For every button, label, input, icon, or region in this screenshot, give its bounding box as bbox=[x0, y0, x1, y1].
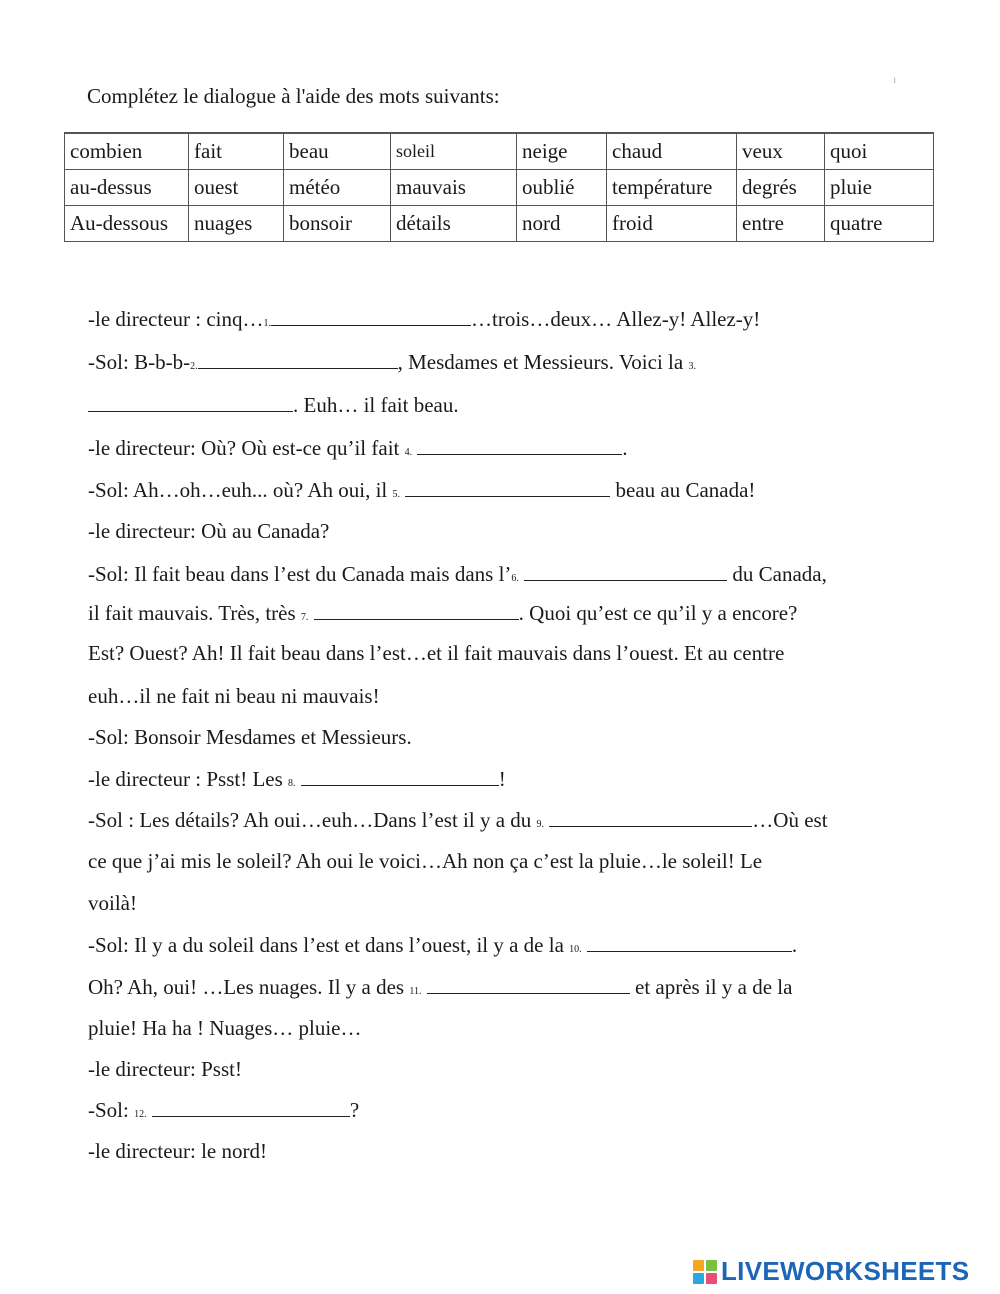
word-cell: nord bbox=[517, 206, 607, 242]
dialogue-text: -le directeur: Où? Où est-ce qu’il fait bbox=[88, 436, 405, 460]
dialogue-line bbox=[88, 600, 797, 626]
word-cell: bonsoir bbox=[284, 206, 391, 242]
dialogue-line bbox=[88, 1057, 242, 1082]
dialogue-line bbox=[88, 641, 784, 666]
dialogue-line bbox=[88, 932, 797, 958]
scan-mark: ı bbox=[893, 72, 897, 86]
blank-number: 7. bbox=[300, 612, 309, 623]
word-cell: combien bbox=[65, 133, 189, 170]
dialogue-text: et après il y a de la bbox=[629, 975, 793, 999]
answer-blank-7[interactable] bbox=[314, 600, 519, 620]
logo-square-icon bbox=[706, 1260, 717, 1271]
logo-square-icon bbox=[693, 1273, 704, 1284]
dialogue-text: . bbox=[622, 436, 628, 460]
dialogue-line bbox=[88, 891, 137, 916]
word-cell: degrés bbox=[737, 170, 825, 206]
word-cell: entre bbox=[737, 206, 825, 242]
dialogue-text: pluie! Ha ha ! Nuages… pluie… bbox=[88, 1016, 362, 1040]
instruction-heading: Complétez le dialogue à l'aide des mots suivants: bbox=[87, 84, 500, 108]
word-cell: nuages bbox=[189, 206, 284, 242]
blank-number: 3. bbox=[688, 361, 696, 372]
logo-square-icon bbox=[706, 1273, 717, 1284]
blank-number: 4. bbox=[404, 447, 413, 458]
dialogue-line bbox=[88, 1016, 362, 1041]
word-bank-table bbox=[64, 132, 934, 242]
dialogue-text: beau au Canada! bbox=[610, 478, 756, 502]
dialogue-text: -le directeur: Psst! bbox=[88, 1057, 242, 1081]
blank-number: 9. bbox=[536, 819, 545, 830]
dialogue-text: ? bbox=[349, 1098, 360, 1122]
word-cell: mauvais bbox=[391, 170, 517, 206]
dialogue-text: …Où est bbox=[752, 808, 828, 832]
dialogue-line bbox=[88, 1097, 359, 1123]
dialogue-line bbox=[88, 561, 827, 587]
dialogue-line bbox=[88, 392, 459, 418]
blank-number: 12. bbox=[134, 1109, 147, 1120]
dialogue-text: euh…il ne fait ni beau ni mauvais! bbox=[88, 684, 380, 708]
word-cell: Au-dessous bbox=[65, 206, 189, 242]
word-cell: neige bbox=[517, 133, 607, 170]
dialogue-text: voilà! bbox=[88, 891, 137, 915]
blank-number: 1. bbox=[263, 318, 272, 329]
answer-blank-9[interactable] bbox=[549, 807, 752, 827]
blank-number: 11. bbox=[409, 986, 422, 997]
dialogue-line bbox=[88, 974, 792, 1000]
dialogue-line bbox=[88, 477, 755, 503]
dialogue-text: . Euh… il fait beau. bbox=[293, 393, 459, 417]
dialogue-text: -le directeur: le nord! bbox=[88, 1139, 267, 1163]
word-cell: pluie bbox=[825, 170, 934, 206]
logo-square-icon bbox=[693, 1260, 704, 1271]
answer-blank-11[interactable] bbox=[427, 974, 630, 994]
dialogue-text: -Sol: Il fait beau dans l’est du Canada mais dans l’ bbox=[88, 562, 512, 586]
dialogue-text: …trois…deux… Allez-y! Allez-y! bbox=[471, 307, 761, 331]
blank-number: 10. bbox=[569, 944, 582, 955]
dialogue-line bbox=[88, 435, 628, 461]
dialogue-line bbox=[88, 349, 696, 375]
blank-number: 5. bbox=[392, 489, 400, 500]
liveworksheets-logo bbox=[693, 1256, 969, 1287]
word-cell: quatre bbox=[825, 206, 934, 242]
answer-blank-6[interactable] bbox=[524, 561, 727, 581]
dialogue-text: du Canada, bbox=[727, 562, 827, 586]
word-cell: météo bbox=[284, 170, 391, 206]
answer-blank-3[interactable] bbox=[88, 392, 293, 412]
dialogue-text: il fait mauvais. Très, très bbox=[88, 601, 301, 625]
dialogue-text: -le directeur : cinq… bbox=[88, 307, 264, 331]
word-bank-row bbox=[65, 133, 934, 170]
dialogue-line bbox=[88, 306, 760, 332]
dialogue-text: -Sol: Bonsoir Mesdames et Messieurs. bbox=[88, 725, 412, 749]
answer-blank-10[interactable] bbox=[587, 932, 792, 952]
word-bank-row bbox=[65, 170, 934, 206]
answer-blank-5[interactable] bbox=[405, 477, 610, 497]
dialogue-text: , Mesdames et Messieurs. Voici la bbox=[397, 350, 689, 374]
liveworksheets-logo-icon bbox=[693, 1260, 717, 1284]
dialogue-line bbox=[88, 519, 329, 544]
blank-number: 8. bbox=[288, 778, 296, 789]
brand-name: LIVEWORKSHEETS bbox=[721, 1256, 970, 1286]
word-cell: veux bbox=[737, 133, 825, 170]
blank-number: 2. bbox=[190, 361, 198, 372]
dialogue-text: -Sol: Il y a du soleil dans l’est et dans l’ouest, il y a de la bbox=[88, 933, 570, 957]
dialogue-text: ce que j’ai mis le soleil? Ah oui le voici…Ah non ça c’est la pluie…le soleil! Le bbox=[88, 849, 763, 873]
dialogue-text: -le directeur: Où au Canada? bbox=[88, 519, 330, 543]
word-cell: oublié bbox=[517, 170, 607, 206]
dialogue-text: -le directeur : Psst! Les bbox=[88, 767, 289, 791]
word-cell: soleil bbox=[391, 133, 517, 170]
dialogue-line bbox=[88, 807, 828, 833]
word-cell: beau bbox=[284, 133, 391, 170]
answer-blank-2[interactable] bbox=[198, 349, 398, 369]
dialogue-text: -Sol: B-b-b- bbox=[88, 350, 191, 374]
dialogue-text: . bbox=[791, 933, 798, 957]
word-cell: au-dessus bbox=[65, 170, 189, 206]
dialogue-line bbox=[88, 766, 506, 792]
dialogue-text: . Quoi qu’est ce qu’il y a encore? bbox=[518, 601, 798, 625]
word-cell: température bbox=[607, 170, 737, 206]
dialogue-text: -Sol: Ah…oh…euh... où? Ah oui, il bbox=[88, 478, 393, 502]
blank-number: 6. bbox=[511, 573, 519, 584]
answer-blank-1[interactable] bbox=[271, 306, 471, 326]
word-cell: fait bbox=[189, 133, 284, 170]
dialogue-line bbox=[88, 1139, 267, 1164]
word-cell: chaud bbox=[607, 133, 737, 170]
word-cell: détails bbox=[391, 206, 517, 242]
dialogue-line bbox=[88, 725, 412, 750]
answer-blank-12[interactable] bbox=[152, 1097, 350, 1117]
dialogue-text: Est? Ouest? Ah! Il fait beau dans l’est…et il fait mauvais dans l’ouest. Et au centre bbox=[88, 641, 785, 665]
dialogue-line bbox=[88, 849, 762, 874]
word-cell: quoi bbox=[825, 133, 934, 170]
dialogue-text: ! bbox=[498, 767, 506, 791]
answer-blank-8[interactable] bbox=[301, 766, 499, 786]
answer-blank-4[interactable] bbox=[417, 435, 622, 455]
word-cell: froid bbox=[607, 206, 737, 242]
dialogue-text: Oh? Ah, oui! …Les nuages. Il y a des bbox=[88, 975, 410, 999]
word-cell: ouest bbox=[189, 170, 284, 206]
dialogue-line bbox=[88, 684, 380, 709]
word-bank-row bbox=[65, 206, 934, 242]
dialogue-text: -Sol : Les détails? Ah oui…euh…Dans l’est il y a du bbox=[88, 808, 537, 832]
dialogue-text: -Sol: bbox=[88, 1098, 135, 1122]
